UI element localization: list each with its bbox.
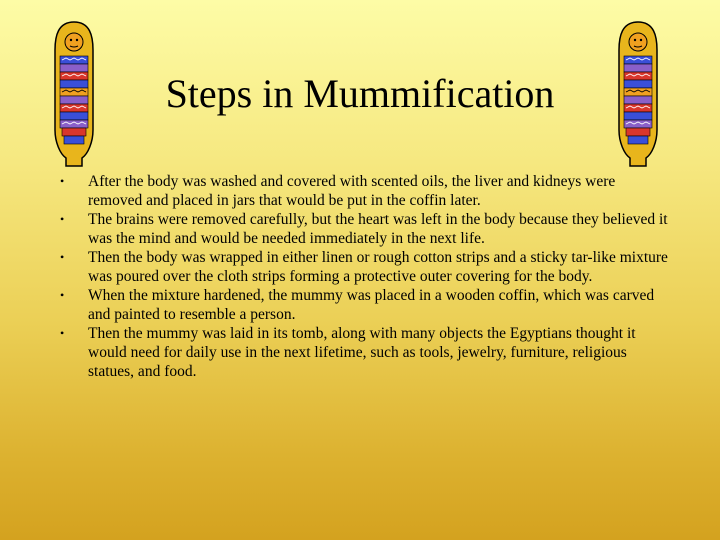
list-item: [60, 324, 670, 381]
bullet-icon: •: [60, 212, 65, 226]
bullet-text: Then the body was wrapped in either linen or rough cotton strips and a sticky tar-like mixture was poured over the cloth strips forming a protective outer covering for the body.: [88, 249, 668, 285]
bullet-icon: •: [60, 250, 65, 264]
list-item: [60, 248, 670, 286]
bullet-text: When the mixture hardened, the mummy was placed in a wooden coffin, which was carved and painted to resemble a person.: [88, 287, 655, 323]
bullet-list: [60, 172, 670, 381]
bullet-icon: •: [60, 174, 65, 188]
sarcophagus-icon: [616, 20, 660, 168]
sarcophagus-icon: [52, 20, 96, 168]
bullet-icon: •: [60, 326, 65, 340]
list-item: [60, 210, 670, 248]
bullet-icon: •: [60, 288, 65, 302]
bullet-text: The brains were removed carefully, but the heart was left in the body because they believed it was the mind and would be needed immediately in the next life.: [88, 211, 668, 247]
bullet-text: After the body was washed and covered with scented oils, the liver and kidneys were removed and placed in jars that would be put in the coffin later.: [88, 173, 616, 209]
list-item: [60, 286, 670, 324]
bullet-text: Then the mummy was laid in its tomb, along with many objects the Egyptians thought it would need for daily use in the next lifetime, such as tools, jewelry, furniture, religious statues, and food.: [88, 325, 636, 380]
slide-title: Steps in Mummification: [165, 71, 555, 116]
list-item: [60, 172, 670, 210]
